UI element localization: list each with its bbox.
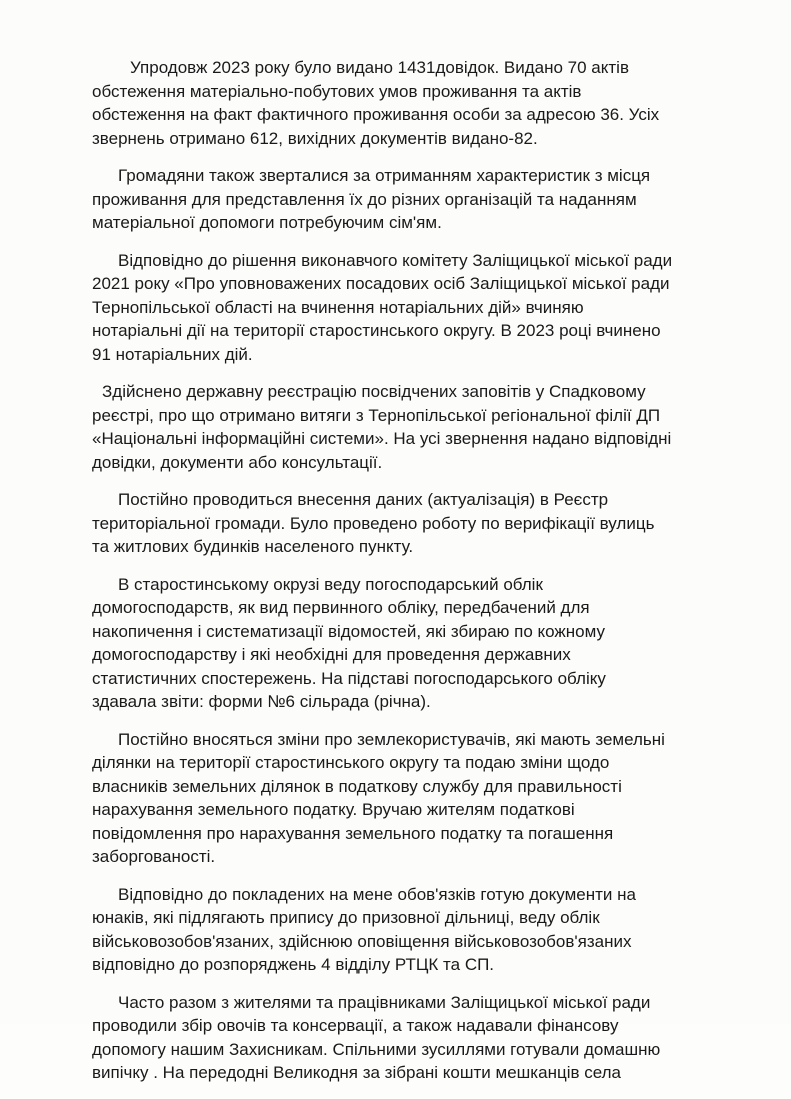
paragraph-military-registration	[92, 883, 692, 977]
text-line: повідомлення про нарахування земельного податку та погашення	[92, 823, 614, 843]
text-line: допомогу нашим Захисникам. Спільними зусиллями готували домашню	[92, 1039, 661, 1059]
paragraph-characteristics	[92, 164, 692, 235]
text-line: статистичних спостережень. На підставі погосподарського обліку	[92, 668, 606, 688]
text-line: проживання для представлення їх до різних організацій та наданням	[92, 189, 637, 209]
text-line: домогосподарств, як вид первинного обліку, передбачений для	[92, 598, 590, 617]
text-line: здавала звіти: форми №6 сільрада (річна).	[92, 692, 431, 711]
text-line: Постійно вносяться зміни про землекористувачів, які мають земельні	[118, 729, 665, 749]
text-line: матеріальної допомоги потребуючим сім'ям.	[92, 213, 442, 232]
paragraph-wills-registry	[92, 380, 692, 474]
text-line: звернень отримано 612, вихідних документів видано-82.	[92, 128, 538, 148]
text-line: заборгованості.	[92, 847, 216, 866]
text-line: Відповідно до покладених на мене обов'язків готую документи на	[118, 884, 636, 904]
text-line: В старостинському окрузі веду погосподарський облік	[118, 574, 543, 594]
text-line: реєстрі, про що отримано витяги з Тернопільської регіональної філії ДП	[92, 405, 661, 425]
text-line: Громадяни також зверталися за отриманням характеристик з місця	[118, 166, 651, 185]
text-line: ділянки на території старостинського округу та подаю зміни щодо	[92, 753, 610, 772]
text-line: нарахування земельного податку. Вручаю жителям податкові	[92, 800, 575, 819]
text-line: територіальної громади. Було проведено роботу по верифікації вулиць	[92, 513, 655, 533]
text-line: військовозобов'язаних, здійснюю оповіщення військовозобов'язаних	[92, 931, 632, 951]
text-line: «Національні інформаційні системи». На усі звернення надано відповідні	[92, 429, 672, 448]
text-line: Часто разом з жителями та працівниками Заліщицької міської ради	[118, 992, 651, 1012]
text-line: домогосподарству і які необхідні для проведення державних	[92, 645, 571, 664]
document-body	[92, 56, 692, 1099]
text-line: Постійно проводиться внесення даних (актуалізація) в Реєстр	[118, 490, 609, 509]
text-line: відповідно до розпоряджень 4 відділу РТЦК та СП.	[92, 955, 495, 974]
text-line: Упродовж 2023 року було видано 1431довідок. Видано 70 актів	[130, 58, 629, 77]
text-line: нотаріальні дії на території старостинського округу. В 2023 році вчинено	[92, 321, 661, 340]
paragraph-notarial-acts	[92, 249, 692, 367]
text-line: Відповідно до рішення виконавчого комітету Заліщицької міської ради	[118, 250, 673, 270]
text-line: власників земельних ділянок в податкову службу для правильності	[92, 776, 622, 796]
paragraph-household-records	[92, 573, 692, 714]
paragraph-volunteer-help	[92, 991, 692, 1085]
paragraph-certificates	[92, 56, 692, 150]
text-line: обстеження матеріально-побутових умов проживання та актів	[92, 81, 582, 101]
text-line: довідки, документи або консультації.	[92, 452, 383, 472]
text-line: юнаків, які підлягають припису до призовної дільниці, веду облік	[92, 908, 600, 927]
text-line: випічку . На передодні Великодня за зібрані кошти мешканців села	[92, 1063, 621, 1082]
text-line: та житлових будинків населеного пункту.	[92, 537, 414, 556]
text-line: проводили збір овочів та консервації, а також надавали фінансову	[92, 1016, 619, 1035]
text-line: накопичення і систематизації відомостей, які збираю по кожному	[92, 621, 605, 641]
text-line: обстеження на факт фактичного проживання особи за адресою 36. Усіх	[92, 105, 660, 124]
text-line: Здійснено державну реєстрацію посвідчених заповітів у Спадковому	[102, 382, 646, 401]
paragraph-community-register	[92, 488, 692, 559]
text-line: Тернопільської області на вчинення нотаріальних дій» вчиняю	[92, 297, 584, 317]
text-line: 91 нотаріальних дій.	[92, 344, 253, 364]
paragraph-land-users	[92, 728, 692, 869]
text-line: 2021 року «Про уповноважених посадових осіб Заліщицької міської ради	[92, 274, 670, 293]
